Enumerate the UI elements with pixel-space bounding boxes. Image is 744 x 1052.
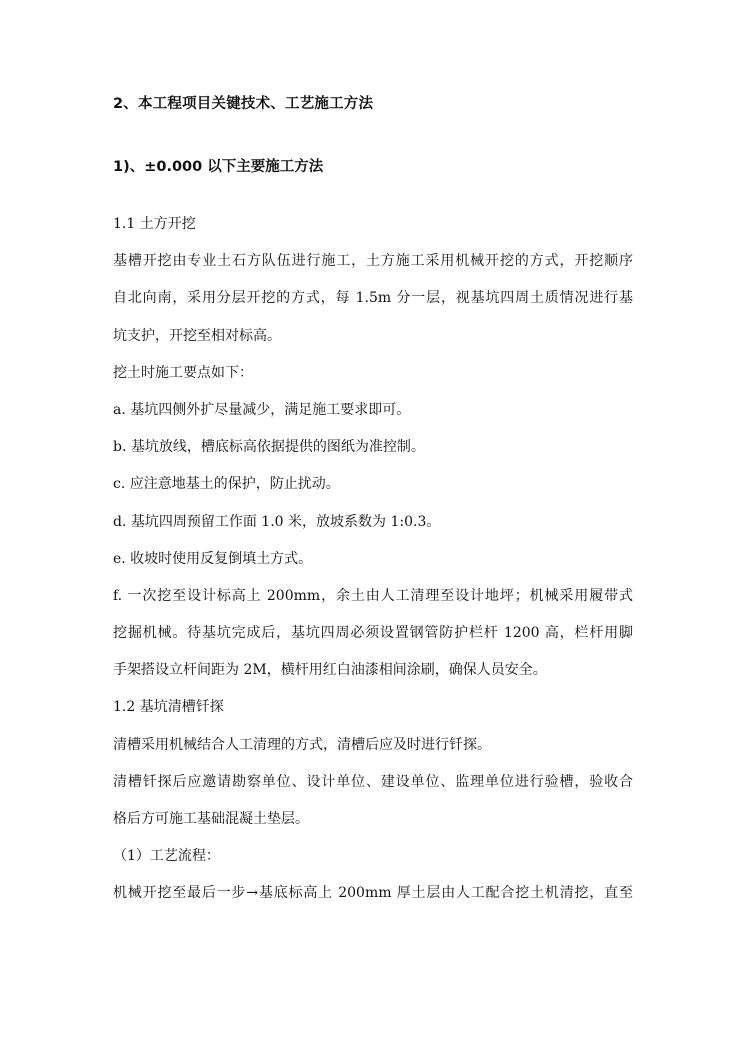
paragraph-line: 坑支护，开挖至相对标高。 bbox=[113, 327, 281, 344]
list-item-b: b. 基坑放线，槽底标高依据提供的图纸为准控制。 bbox=[113, 439, 425, 456]
document-body bbox=[113, 206, 633, 913]
paragraph-line: 自北向南，采用分层开挖的方式，每 1.5m 分一层，视基坑四周土质情况进行基 bbox=[113, 290, 633, 307]
subsection-title-trench: 1.2 基坑清槽钎探 bbox=[113, 699, 224, 716]
paragraph-line: 挖掘机械。待基坑完成后，基坑四周必须设置钢管防护栏杆 1200 高，栏杆用脚 bbox=[113, 625, 633, 642]
paragraph-line: 基槽开挖由专业土石方队伍进行施工，土方施工采用机械开挖的方式，开挖顺序 bbox=[113, 253, 633, 270]
paragraph-line: 清槽采用机械结合人工清理的方式，清槽后应及时进行钎探。 bbox=[113, 736, 491, 753]
list-item-e: e. 收坡时使用反复倒填土方式。 bbox=[113, 550, 313, 567]
subsection-title-earthwork: 1.1 土方开挖 bbox=[113, 216, 196, 232]
list-item-c: c. 应注意地基土的保护，防止扰动。 bbox=[113, 476, 340, 493]
list-item-a: a. 基坑四侧外扩尽量减少，满足施工要求即可。 bbox=[113, 401, 411, 418]
list-item-d: d. 基坑四周预留工作面 1.0 米，放坡系数为 1:0.3。 bbox=[113, 513, 441, 530]
paragraph-line: 清槽钎探后应邀请勘察单位、设计单位、建设单位、监理单位进行验槽，验收合 bbox=[113, 773, 633, 790]
paragraph-line: 格后方可施工基础混凝土垫层。 bbox=[113, 811, 309, 827]
subsection-heading: 1)、±0.000 以下主要施工方法 bbox=[113, 159, 324, 175]
paragraph-line: 机械开挖至最后一步→基底标高上 200mm 厚土层由人工配合挖土机清挖，直至 bbox=[113, 885, 633, 902]
paragraph-line: 手架搭设立杆间距为 2M，横杆用红白油漆相间涂刷，确保人员安全。 bbox=[113, 662, 547, 679]
section-heading: 2、本工程项目关键技术、工艺施工方法 bbox=[113, 96, 374, 112]
process-title: （1）工艺流程： bbox=[113, 848, 220, 865]
points-intro: 挖土时施工要点如下： bbox=[113, 364, 253, 381]
list-item-f: f. 一次挖至设计标高上 200mm，余土由人工清理至设计地坪；机械采用履带式 bbox=[113, 587, 633, 604]
